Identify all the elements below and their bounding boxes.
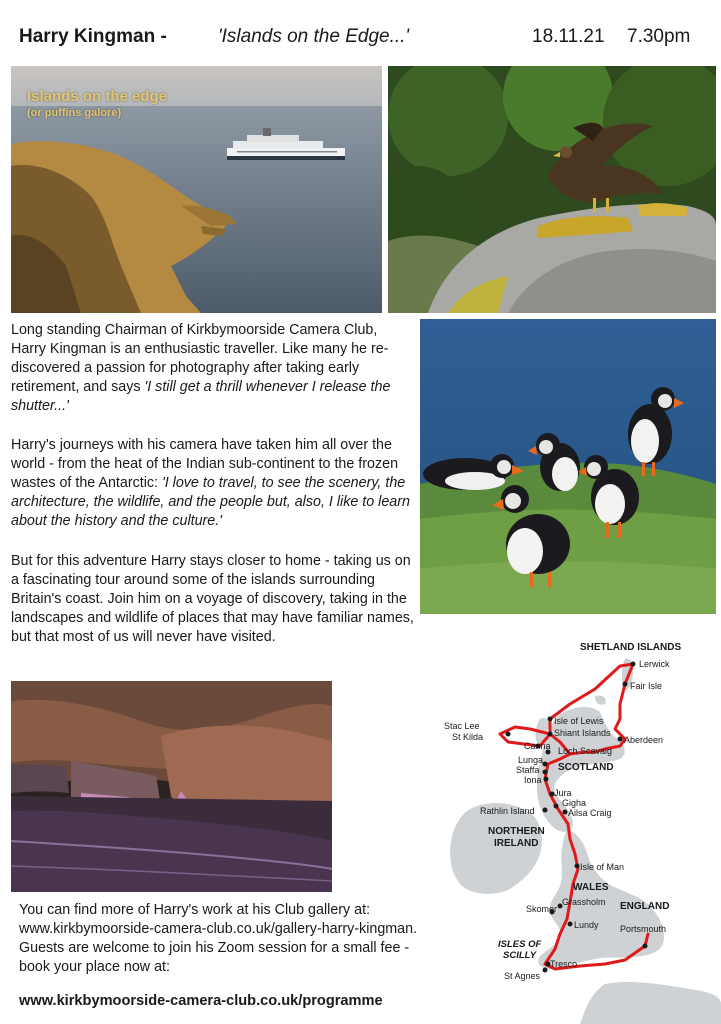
intro-quote: 'I still get a thrill whenever I release the shutter...' <box>11 379 391 414</box>
label-st-agnes: St Agnes <box>504 971 541 981</box>
label-ailsa: Ailsa Craig <box>568 808 612 818</box>
label-jura: Jura <box>554 788 572 798</box>
cruise-ship-photo <box>11 66 382 313</box>
footer-line-3: Guests are welcome to join his Zoom session for a small fee - <box>19 940 410 956</box>
label-stac-lee: Stac Lee <box>444 721 480 731</box>
footer-line-4: book your place now at: <box>19 959 171 975</box>
label-loch-scavaig: Loch Scavaig <box>558 746 613 756</box>
label-scilly-2: SCILLY <box>503 950 537 961</box>
photo-overlay-subtitle: (or puffins galore) <box>27 107 122 119</box>
label-portsmouth: Portsmouth <box>620 924 667 934</box>
label-gigha: Gigha <box>562 798 587 808</box>
footer-line-1: You can find more of Harry's work at his Club gallery at: <box>19 902 371 918</box>
programme-link[interactable]: www.kirkbymoorside-camera-club.co.uk/programme <box>19 993 383 1009</box>
gallery-url[interactable]: www.kirkbymoorside-camera-club.co.uk/gallery-harry-kingman. <box>19 921 418 937</box>
label-iona: Iona <box>524 775 542 785</box>
intro-text: Long standing Chairman of Kirkbymoorside Camera Club, Harry Kingman is an enthusiastic traveller. Like many he re-discovered a passion for photography after taking early retirement, and says <box>11 322 389 395</box>
label-fair-isle: Fair Isle <box>630 681 663 691</box>
label-shiant: Shiant Islands <box>554 728 611 738</box>
label-tresco: Tresco <box>550 959 578 969</box>
sea-cave-photo <box>11 681 332 892</box>
label-st-kilda: St Kilda <box>452 732 484 742</box>
label-northern-ireland-1: NORTHERN <box>488 826 545 837</box>
event-time: 7.30pm <box>627 26 691 47</box>
label-shetland: SHETLAND ISLANDS <box>580 642 682 653</box>
label-isle-of-man: Isle of Man <box>580 862 625 872</box>
label-lunga: Lunga <box>518 755 544 765</box>
label-lundy: Lundy <box>574 920 599 930</box>
speaker-name: Harry Kingman - <box>19 26 167 47</box>
footer-info <box>19 901 489 977</box>
journeys-text: Harry's journeys with his camera have taken him all over the world - from the heat of the Indian sub-continent to the frozen wastes of the Antarctic: <box>11 437 399 491</box>
label-isle-of-lewis: Isle of Lewis <box>554 716 604 726</box>
label-england: ENGLAND <box>620 901 670 912</box>
journeys-quote: 'I love to travel, to see the scenery, the architecture, the wildlife, and the people but, also, I like to learn about the history and the culture.' <box>11 475 410 529</box>
paragraph-journeys <box>11 436 416 531</box>
orkney-landmass <box>595 695 606 704</box>
talk-title: 'Islands on the Edge...' <box>218 26 410 47</box>
paragraph-intro <box>11 321 416 416</box>
label-staffa: Staffa <box>516 765 540 775</box>
label-scotland: SCOTLAND <box>558 762 614 773</box>
photo-overlay-title: Islands on the edge <box>27 88 168 105</box>
eagle-on-rock-photo <box>388 66 716 313</box>
label-grassholm: Grassholm <box>562 897 606 907</box>
event-date: 18.11.21 <box>532 26 605 47</box>
puffins-photo <box>420 319 716 614</box>
label-wales: WALES <box>573 882 609 893</box>
label-scilly-1: ISLES OF <box>498 939 542 950</box>
label-rathlin: Rathlin Island <box>480 806 535 816</box>
label-skomer: Skomer <box>526 904 558 914</box>
label-northern-ireland-2: IRELAND <box>494 838 539 849</box>
label-aberdeen: Aberdeen <box>624 735 664 745</box>
label-lerwick: Lerwick <box>639 659 670 669</box>
label-canna: Canna <box>524 741 551 751</box>
france-landmass <box>580 982 721 1024</box>
route-map <box>420 634 721 1024</box>
header <box>19 22 703 54</box>
paragraph-adventure: But for this adventure Harry stays closer to home - taking us on a fascinating tour around some of the islands surrounding Britain's coast. Join him on a voyage of discovery, taking in the landscapes and wildlife of places that may have familiar names, but that most of us will never have visited. <box>11 553 414 645</box>
